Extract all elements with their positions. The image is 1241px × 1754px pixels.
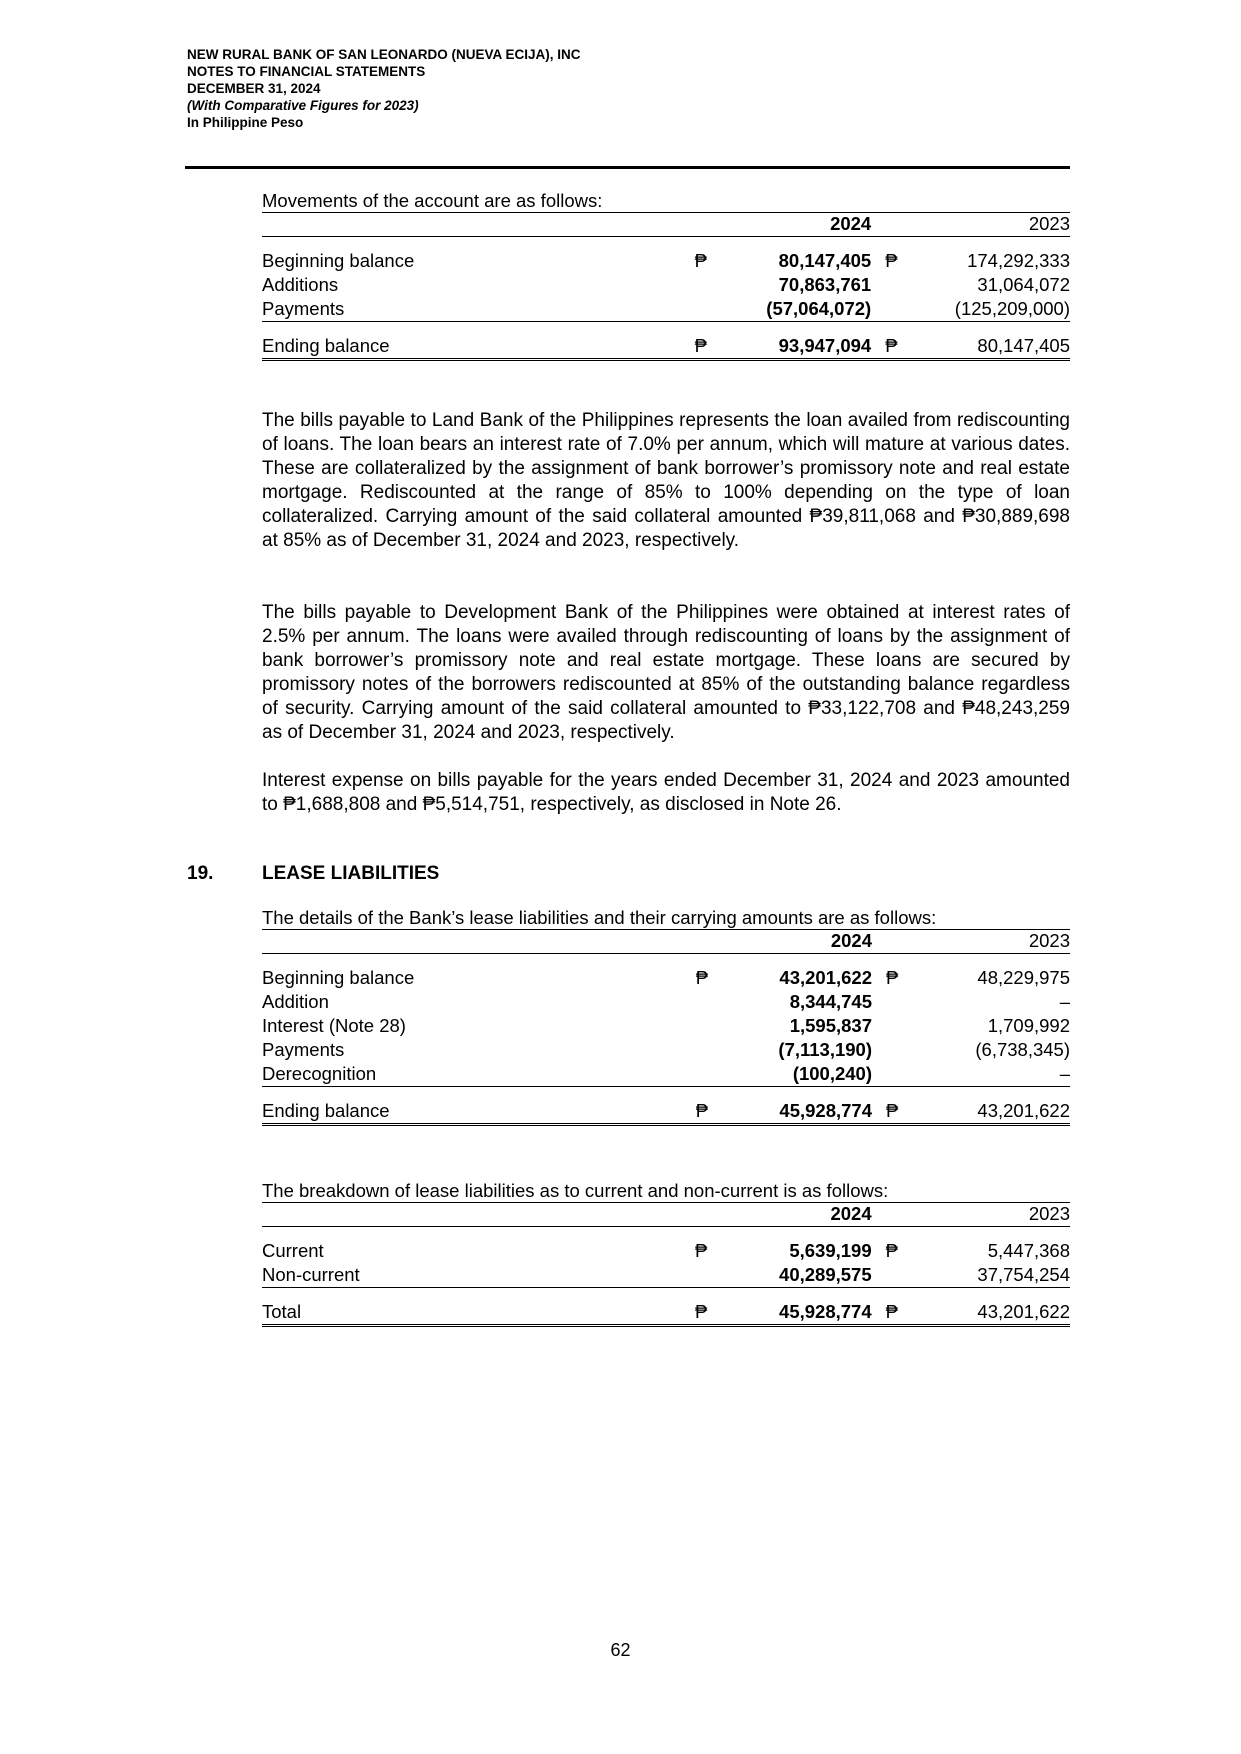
table-row: Additions 70,863,761 31,064,072 [262,274,1070,295]
lease-details-table [262,930,1070,1126]
paragraph-land-bank: The bills payable to Land Bank of the Philippines represents the loan availed from rediscounting of loans. The loan bears an interest rate of 7.0% per annum, which will mature at various dates. These are collateralized by the assignment of bank borrower’s promissory note and real estate mortgage. Rediscounted at the range of 85% to 100% depending on the type of loan collateralized. Carrying amount of the said collateral amounted ₱39,811,068 and ₱30,889,698 at 85% as of December 31, 2024 and 2023, respectively. [262,410,1070,551]
movements-section [262,190,1070,361]
peso-sign: ₱ [872,1300,925,1326]
peso-sign: ₱ [885,250,898,271]
column-header-2023: 2023 [924,213,1070,237]
total-row: Ending balance ₱ 93,947,094 ₱ 80,147,405 [262,334,1070,360]
table-row: Addition 8,344,745 – [262,991,1070,1012]
section-title: LEASE LIABILITIES [262,863,440,884]
table-header-row [262,930,1070,954]
column-header-2023: 2023 [924,1203,1070,1227]
lease-details-section [262,907,1070,1126]
comparative-note: (With Comparative Figures for 2023) [187,98,419,113]
peso-sign: ₱ [885,1240,898,1261]
table-row: Current ₱ 5,639,199 ₱ 5,447,368 [262,1240,1070,1261]
peso-sign: ₱ [872,1099,925,1125]
peso-sign: ₱ [688,1099,735,1125]
section-number: 19. [187,863,214,884]
page-number: 62 [610,1640,631,1660]
currency-note: In Philippine Peso [187,115,304,130]
table-row: Beginning balance ₱ 80,147,405 ₱ 174,292,333 [262,250,1070,271]
document-header [187,46,581,131]
movements-table [262,213,1070,361]
company-name: NEW RURAL BANK OF SAN LEONARDO (NUEVA ECIJA), INC [187,47,581,62]
peso-sign: ₱ [687,1300,734,1326]
table-row: Derecognition (100,240) – [262,1062,1070,1087]
table-row: Beginning balance ₱ 43,201,622 ₱ 48,229,975 [262,967,1070,988]
lease-breakdown-section [262,1180,1070,1327]
peso-sign: ₱ [871,334,924,360]
column-header-2023: 2023 [925,930,1070,954]
peso-sign: ₱ [694,1240,708,1261]
total-row: Total ₱ 45,928,774 ₱ 43,201,622 [262,1300,1070,1326]
lease-breakdown-table [262,1203,1070,1327]
peso-sign: ₱ [886,967,899,988]
movements-intro: Movements of the account are as follows: [262,190,1070,213]
table-row: Interest (Note 28) 1,595,837 1,709,992 [262,1015,1070,1036]
table-row: Payments (57,064,072) (125,209,000) [262,297,1070,322]
paragraph-interest-expense: Interest expense on bills payable for the years ended December 31, 2024 and 2023 amounted to ₱1,688,808 and ₱5,514,751, respectively, as disclosed in Note 26. [262,770,1070,815]
document-title: NOTES TO FINANCIAL STATEMENTS [187,64,426,79]
lease-breakdown-intro: The breakdown of lease liabilities as to current and non-current is as follows: [262,1180,1070,1203]
peso-sign: ₱ [694,250,707,271]
total-row: Ending balance ₱ 45,928,774 ₱ 43,201,622 [262,1099,1070,1125]
lease-details-intro: The details of the Bank’s lease liabilities and their carrying amounts are as follows: [262,907,1070,930]
table-header-row [262,213,1070,237]
header-divider [185,166,1070,169]
column-header-2024: 2024 [734,930,872,954]
table-row: Non-current 40,289,575 37,754,254 [262,1263,1070,1288]
paragraph-development-bank: The bills payable to Development Bank of the Philippines were obtained at interest rates of 2.5% per annum. The loans were availed through rediscounting of loans by the assignment of bank borrower’s promissory note and real estate mortgage. These loans are secured by promissory notes of the borrowers rediscounted at 85% of the outstanding balance regardless of security. Carrying amount of the said collateral amounted to ₱33,122,708 and ₱48,243,259 as of December 31, 2024 and 2023, respectively. [262,602,1070,743]
table-header-row [262,1203,1070,1227]
peso-sign: ₱ [687,334,734,360]
column-header-2024: 2024 [733,213,871,237]
peso-sign: ₱ [695,967,709,988]
report-date: DECEMBER 31, 2024 [187,81,321,96]
table-row: Payments (7,113,190) (6,738,345) [262,1039,1070,1060]
column-header-2024: 2024 [734,1203,872,1227]
